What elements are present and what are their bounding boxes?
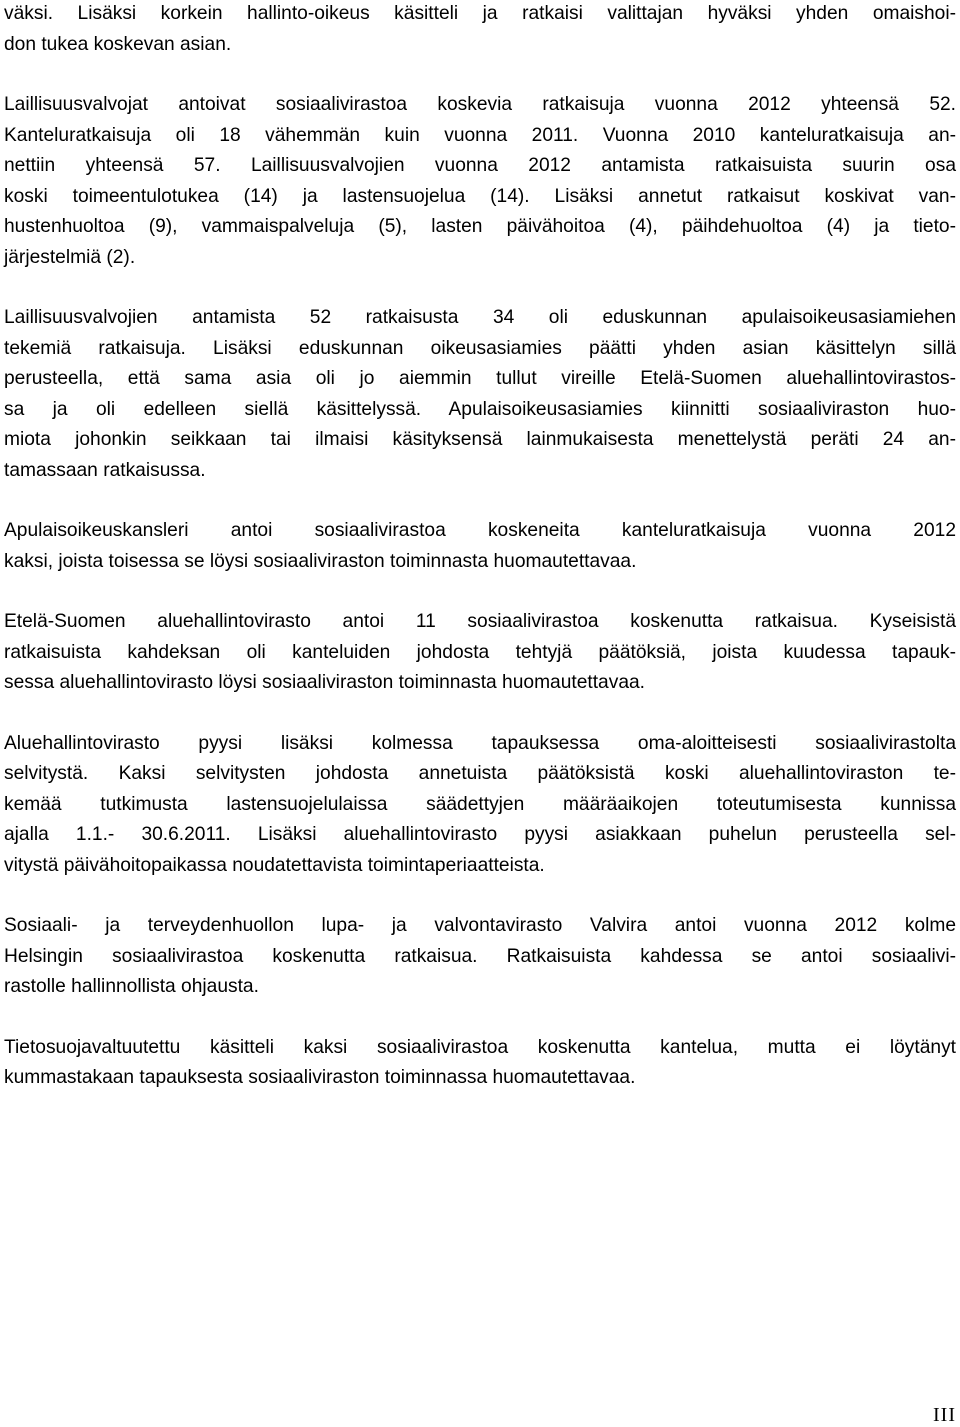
paragraph-7 xyxy=(4,911,956,1003)
text-line: sessa aluehallintovirasto löysi sosiaaliviraston toiminnasta huomautettavaa. xyxy=(4,672,645,693)
text-line: kaksi, joista toisessa se löysi sosiaaliviraston toiminnasta huomautettavaa. xyxy=(4,550,637,572)
text-line: Kanteluratkaisuja oli 18 vähemmän kuin vuonna 2011. Vuonna 2010 kanteluratkaisuja an- xyxy=(4,124,956,146)
text-line: rastolle hallinnollista ohjausta. xyxy=(4,976,259,997)
text-line: Tietosuojavaltuutettu käsitteli kaksi sosiaalivirastoa koskenutta kantelua, mutta ei löytänyt xyxy=(4,1036,956,1058)
paragraph-gap xyxy=(4,60,956,90)
text-line: Sosiaali- ja terveydenhuollon lupa- ja valvontavirasto Valvira antoi vuonna 2012 kolme xyxy=(4,915,956,936)
text-line: Apulaisoikeuskansleri antoi sosiaalivirastoa koskeneita kanteluratkaisuja vuonna 2012 xyxy=(4,520,956,541)
text-line: järjestelmiä (2). xyxy=(4,246,136,268)
text-line: ajalla 1.1.- 30.6.2011. Lisäksi aluehallintovirasto pyysi asiakkaan puhelun perusteella sel- xyxy=(4,824,956,845)
text-line: tamassaan ratkaisussa. xyxy=(4,459,206,481)
text-line: ratkaisuista kahdeksan oli kanteluiden johdosta tehtyjä päätöksiä, joista kuudessa tapauk- xyxy=(4,641,956,663)
text-line: Etelä-Suomen aluehallintovirasto antoi 11 sosiaalivirastoa koskenutta ratkaisua. Kyseisistä xyxy=(4,611,956,632)
text-line: hustenhuoltoa (9), vammaispalveluja (5), lasten päivähoitoa (4), päihdehuoltoa (4) ja tieto- xyxy=(4,216,956,237)
paragraph-5 xyxy=(4,607,956,699)
text-line: miota johonkin seikkaan tai ilmaisi käsityksensä lainmukaisesta menettelystä peräti 24 an- xyxy=(4,429,956,450)
text-line: kemää tutkimusta lastensuojelulaissa säädettyjen määräaikojen toteutumisesta kunnissa xyxy=(4,793,956,815)
paragraph-gap xyxy=(4,273,956,303)
paragraph-gap xyxy=(4,577,956,607)
paragraph-gap xyxy=(4,1003,956,1033)
paragraph-gap xyxy=(4,881,956,911)
paragraph-1 xyxy=(4,0,956,60)
paragraph-2 xyxy=(4,90,956,273)
page-number: III xyxy=(933,1404,956,1426)
paragraph-6 xyxy=(4,729,956,882)
text-line: koski toimeentulotukea (14) ja lastensuojelua (14). Lisäksi annetut ratkaisut koskivat van- xyxy=(4,185,956,207)
text-line: selvitystä. Kaksi selvitysten johdosta annetuista päätöksistä koski aluehallintoviraston te- xyxy=(4,763,956,784)
document-body xyxy=(4,0,956,1094)
paragraph-3 xyxy=(4,303,956,486)
paragraph-gap xyxy=(4,699,956,729)
text-line: Laillisuusvalvojat antoivat sosiaalivirastoa koskevia ratkaisuja vuonna 2012 yhteensä 52. xyxy=(4,94,956,115)
text-line: perusteella, että sama asia oli jo aiemmin tullut vireille Etelä-Suomen aluehallintovirastos- xyxy=(4,368,956,389)
text-line: Aluehallintovirasto pyysi lisäksi kolmessa tapauksessa oma-aloitteisesti sosiaalivirastolta xyxy=(4,732,956,754)
text-line: don tukea koskevan asian. xyxy=(4,33,232,55)
text-line: nettiin yhteensä 57. Laillisuusvalvojien vuonna 2012 antamista ratkaisuista suurin osa xyxy=(4,155,956,176)
text-line: tekemiä ratkaisuja. Lisäksi eduskunnan oikeusasiamies päätti yhden asian käsittelyn sillä xyxy=(4,337,956,359)
text-line: sa ja oli edelleen siellä käsittelyssä. Apulaisoikeusasiamies kiinnitti sosiaaliviraston huo- xyxy=(4,398,956,420)
text-line: kummastakaan tapauksesta sosiaaliviraston toiminnassa huomautettavaa. xyxy=(4,1067,636,1088)
paragraph-8 xyxy=(4,1033,956,1094)
text-line: vitystä päivähoitopaikassa noudatettavista toimintaperiaatteista. xyxy=(4,854,545,876)
paragraph-4 xyxy=(4,516,956,577)
paragraph-gap xyxy=(4,486,956,516)
text-line: Laillisuusvalvojien antamista 52 ratkaisusta 34 oli eduskunnan apulaisoikeusasiamiehen xyxy=(4,307,956,328)
text-line: Helsingin sosiaalivirastoa koskenutta ratkaisua. Ratkaisuista kahdessa se antoi sosiaalivi- xyxy=(4,945,956,967)
text-line: väksi. Lisäksi korkein hallinto-oikeus käsitteli ja ratkaisi valittajan hyväksi yhden omaishoi- xyxy=(4,3,956,24)
